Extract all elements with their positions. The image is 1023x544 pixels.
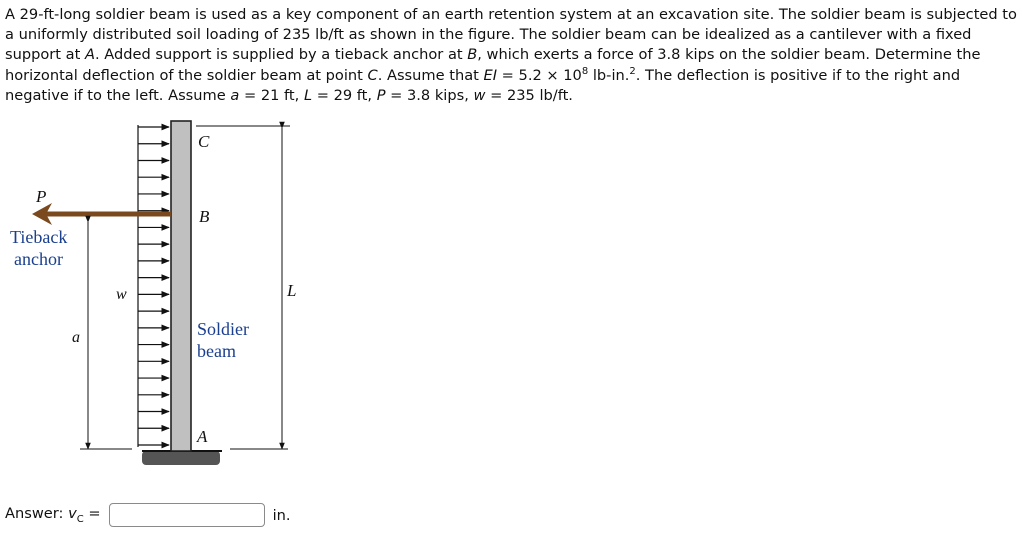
soldier-beam-figure <box>0 115 320 470</box>
tieback-force-arrow <box>32 203 171 225</box>
problem-statement: A 29-ft-long soldier beam is used as a key component of an earth retention system at an excavation site. The soldier beam is subjected to a uniformly distributed soil loading of 235 lb/ft as shown in the figure. The soldier beam can be idealized as a cantilever with a fixed support at A. Added support is supplied by a tieback anchor at B, which exerts a force of 3.8 kips on the soldier beam. Determine the horizontal deflection of the soldier beam at point C. Assume that EI = $5.2 \times 10^8$ lb-in.$^2$. The deflection is positive if to the right and negative if to the left. Assume a = 21 ft, L = 29 ft, P = 3.8 kips, w = 235 lb/ft. <box>5 6 1017 104</box>
label-force-p: P <box>36 187 47 206</box>
distributed-load <box>138 125 169 447</box>
answer-row <box>5 500 291 530</box>
label-dimension-a: a <box>72 329 80 346</box>
dimension-a <box>80 222 132 449</box>
label-point-a: A <box>197 427 208 446</box>
label-load-w: w <box>116 286 127 303</box>
answer-label: Answer: $v_C$ = <box>5 505 101 525</box>
label-length-L: L <box>287 281 297 300</box>
label-anchor: anchor <box>14 249 63 269</box>
label-soldier: Soldier <box>197 319 249 339</box>
answer-unit: in. <box>272 506 291 524</box>
soldier-beam <box>171 121 191 451</box>
label-tieback: Tieback <box>10 227 68 247</box>
label-point-c: C <box>198 132 210 151</box>
dimension-L <box>196 126 290 449</box>
fixed-support <box>142 451 220 465</box>
label-point-b: B <box>199 207 210 226</box>
answer-input[interactable] <box>109 503 265 527</box>
label-beam: beam <box>197 341 236 361</box>
